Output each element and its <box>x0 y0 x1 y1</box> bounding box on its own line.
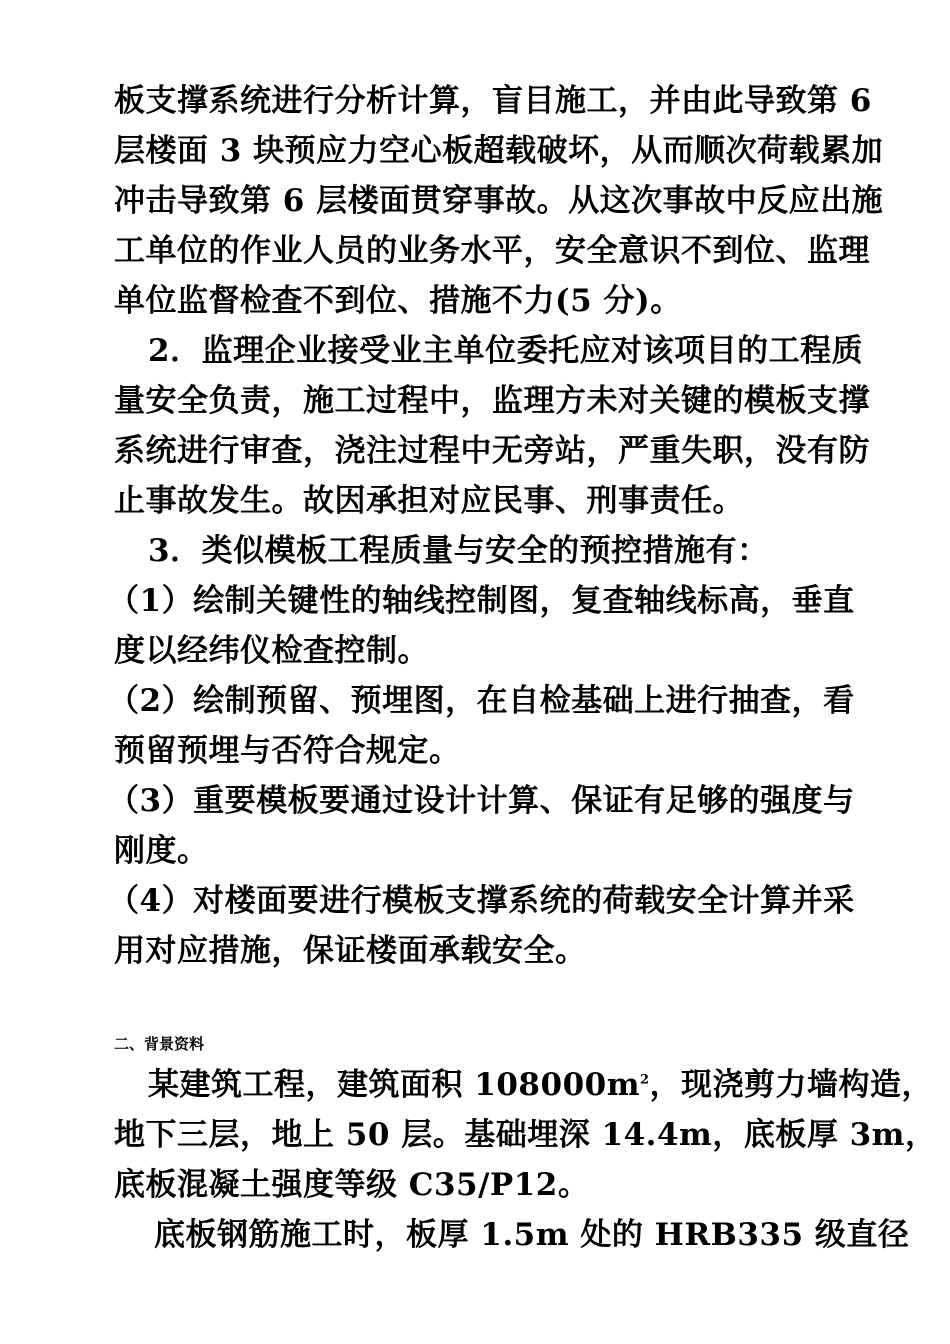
measure-2-line: 预留预埋与否符合规定。 <box>114 733 461 769</box>
paragraph-line: 工单位的作业人员的业务水平，安全意识不到位、监理 <box>114 233 870 269</box>
paragraph-line: 系统进行审查，浇注过程中无旁站，严重失职，没有防 <box>114 433 870 469</box>
background-line: 底板混凝土强度等级 C35/P12。 <box>114 1167 590 1203</box>
measure-4-line: 用对应措施，保证楼面承载安全。 <box>114 933 587 969</box>
background-text: ，现浇剪力墙构造， <box>649 1067 934 1103</box>
measure-3-line: 刚度。 <box>114 833 209 869</box>
measure-3-line: （3）重要模板要通过设计计算、保证有足够的强度与 <box>108 783 855 819</box>
measure-2-line: （2）绘制预留、预埋图，在自检基础上进行抽查，看 <box>108 683 855 719</box>
document-body <box>108 76 937 1260</box>
measure-4-line: （4）对楼面要进行模板支撑系统的荷载安全计算并采 <box>108 883 855 919</box>
paragraph-line: 板支撑系统进行分析计算，盲目施工，并由此导致第 6 <box>114 83 872 119</box>
paragraph-line: 冲击导致第 6 层楼面贯穿事故。从这次事故中反应出施 <box>114 183 884 219</box>
paragraph-line: 单位监督检查不到位、措施不力(5 分)。 <box>114 283 682 319</box>
paragraph-line: 量安全负责，施工过程中，监理方未对关键的模板支撑 <box>114 383 870 419</box>
answer-3-heading: 3．类似模板工程质量与安全的预控措施有： <box>148 533 769 569</box>
section-heading: 二、背景资料 <box>114 1035 205 1053</box>
measure-1-line: 度以经纬仪检查控制。 <box>114 633 429 669</box>
background-line: 地下三层，地上 50 层。基础埋深 14.4m，底板厚 3m， <box>114 1117 937 1153</box>
superscript: 2 <box>640 1072 650 1088</box>
background-text: 某建筑工程，建筑面积 108000m <box>148 1067 641 1103</box>
measure-1-line: （1）绘制关键性的轴线控制图，复查轴线标高，垂直 <box>108 583 855 619</box>
background-line: 底板钢筋施工时，板厚 1.5m 处的 HRB335 级直径 <box>154 1217 910 1253</box>
background-line <box>114 1060 934 1110</box>
paragraph-line: 止事故发生。故因承担对应民事、刑事责任。 <box>114 483 744 519</box>
answer-2-line: 2．监理企业接受业主单位委托应对该项目的工程质 <box>148 333 864 369</box>
paragraph-line: 层楼面 3 块预应力空心板超载破坏，从而顺次荷载累加 <box>114 133 884 169</box>
